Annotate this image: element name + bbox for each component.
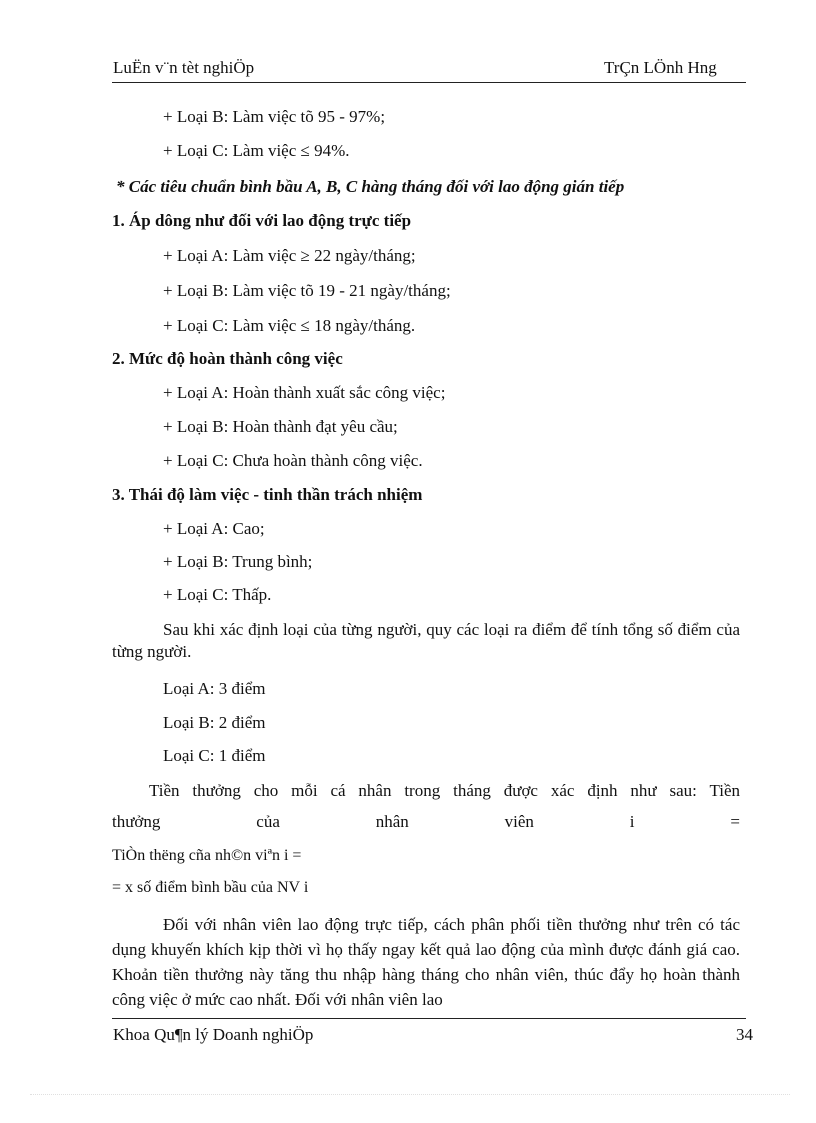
line-points-b: Loại B: 2 điểm: [163, 713, 266, 732]
line-loai-a-4: + Loại A: Cao;: [163, 519, 265, 538]
formula-line-2: = x số điểm bình bầu của NV i: [112, 879, 309, 896]
paragraph-scoring: [112, 619, 740, 663]
footer-rule: [112, 1018, 746, 1019]
formula-word-4: viên: [504, 812, 534, 831]
formula-word-2: của: [256, 812, 280, 831]
formula-word-6: =: [730, 812, 740, 831]
line-loai-a-3: + Loại A: Hoàn thành xuất sắc công việc;: [163, 383, 446, 402]
paragraph-conclusion-text: Đối với nhân viên lao động trực tiếp, cách phân phối tiền thưởng như trên có tác dụng khuyến khích kịp thời vì họ thấy ngay kết quả lao động của mình được đánh giá cao. Khoản tiền thưởng này tăng thu nhập hàng tháng cho nhân viên, thúc đẩy họ hoàn thành công việc ở mức cao nhất. Đối với nhân viên lao: [112, 915, 740, 1009]
formula-word-5: i: [629, 812, 635, 831]
footer-left: Khoa Qu¶n lý Doanh nghiÖp: [113, 1025, 314, 1044]
formula-line-1: TiÒn thëng cña nh©n viªn i =: [112, 847, 302, 864]
section-heading-criteria: * Các tiêu chuẩn bình bầu A, B, C hàng tháng đối với lao động gián tiếp: [116, 177, 625, 196]
heading-1: 1. Áp dông như đối với lao động trực tiếp: [112, 211, 412, 230]
paragraph-bonus-intro: [112, 780, 740, 802]
formula-word-3: nhân: [375, 812, 409, 831]
line-points-c: Loại C: 1 điểm: [163, 746, 266, 765]
formula-justified-line: [112, 812, 740, 832]
line-loai-b-4: + Loại B: Trung bình;: [163, 552, 313, 571]
page-bottom-dotted-border: [30, 1094, 790, 1095]
heading-2: 2. Mức độ hoàn thành công việc: [112, 349, 343, 368]
heading-3: 3. Thái độ làm việc - tinh thần trách nhiệm: [112, 485, 423, 504]
line-loai-a-2: + Loại A: Làm việc ≥ 22 ngày/tháng;: [163, 246, 416, 265]
header-rule: [112, 82, 746, 83]
line-loai-b-2: + Loại B: Làm việc tõ 19 - 21 ngày/tháng;: [163, 281, 451, 300]
line-loai-c-2: + Loại C: Làm việc ≤ 18 ngày/tháng.: [163, 316, 416, 335]
header-left: LuËn v¨n tèt nghiÖp: [113, 58, 255, 77]
line-loai-c-3: + Loại C: Chưa hoàn thành công việc.: [163, 451, 423, 470]
paragraph-bonus-intro-text: Tiền thưởng cho mỗi cá nhân trong tháng được xác định như sau: Tiền: [149, 781, 740, 800]
formula-word-1: thưởng: [112, 812, 161, 831]
line-points-a: Loại A: 3 điểm: [163, 679, 266, 698]
header-right: TrÇn LÖnh Hng: [604, 58, 717, 77]
page-number: 34: [736, 1025, 753, 1044]
paragraph-scoring-text: Sau khi xác định loại của từng người, quy các loại ra điểm để tính tổng số điểm của từng người.: [112, 620, 740, 661]
line-loai-c-1: + Loại C: Làm việc ≤ 94%.: [163, 141, 350, 160]
line-loai-b-1: + Loại B: Làm việc tõ 95 - 97%;: [163, 107, 386, 126]
line-loai-b-3: + Loại B: Hoàn thành đạt yêu cầu;: [163, 417, 398, 436]
line-loai-c-4: + Loại C: Thấp.: [163, 585, 272, 604]
paragraph-conclusion: [112, 912, 740, 1012]
